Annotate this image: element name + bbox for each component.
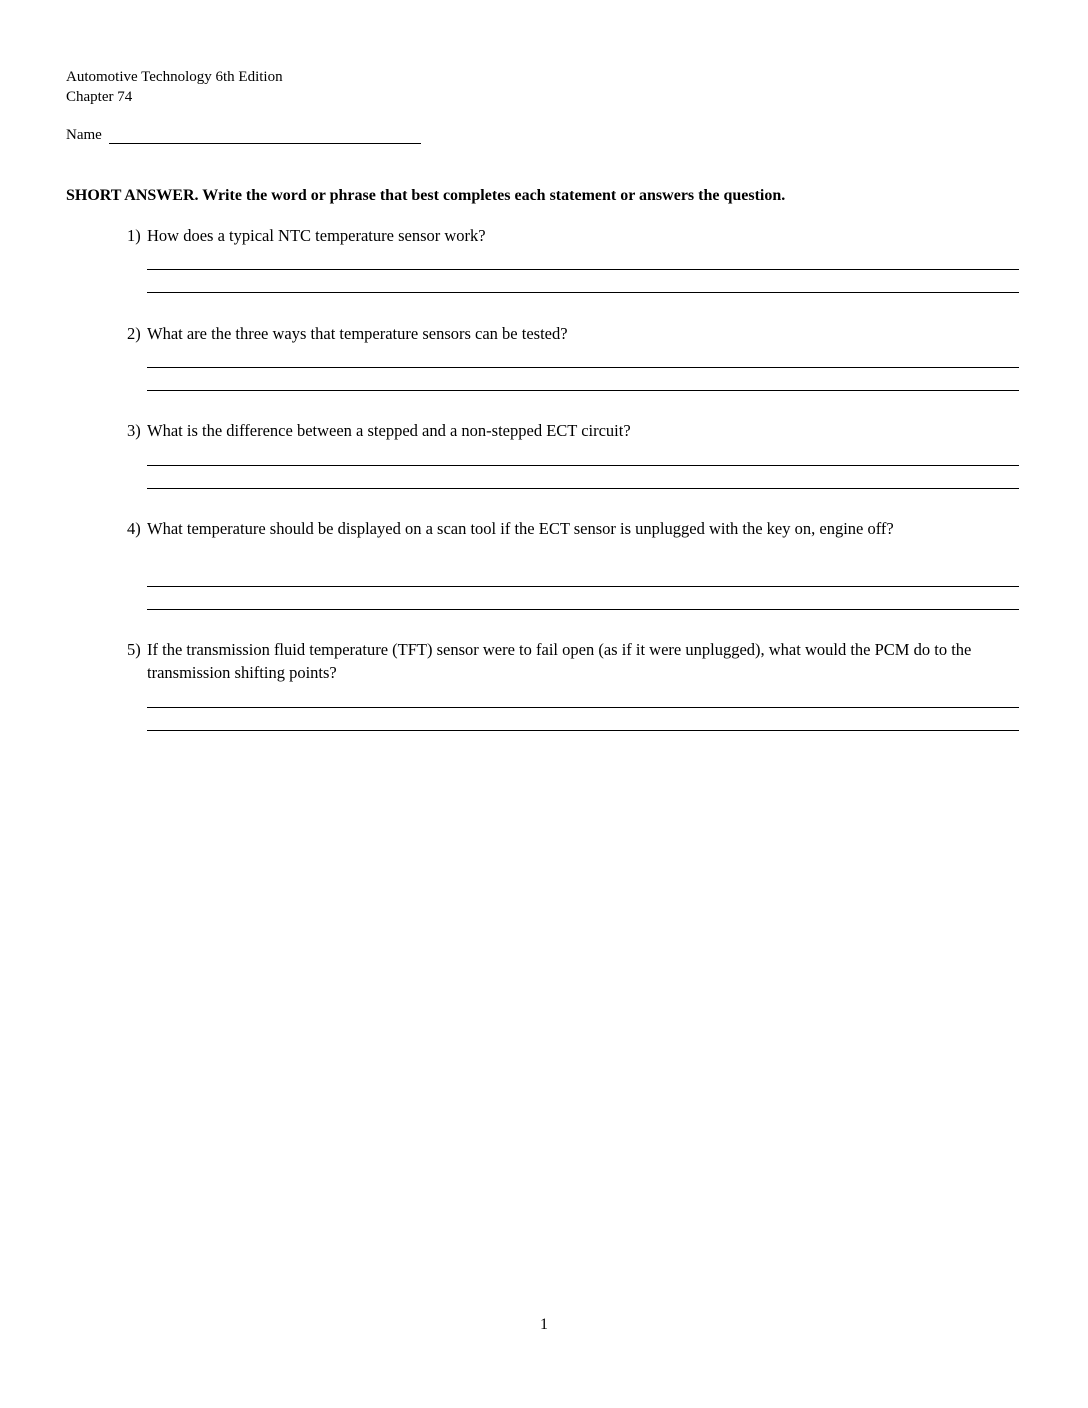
question-number: 4) [127, 519, 141, 538]
answer-line-3b[interactable] [147, 488, 1019, 489]
answer-line-5b[interactable] [147, 730, 1019, 731]
book-title: Automotive Technology 6th Edition [66, 69, 283, 85]
question-4 [127, 517, 1022, 540]
answer-line-5a[interactable] [147, 707, 1019, 708]
question-2 [127, 322, 1022, 345]
question-number: 5) [127, 640, 141, 659]
chapter-label: Chapter 74 [66, 89, 133, 105]
answer-line-1b[interactable] [147, 292, 1019, 293]
question-number: 3) [127, 421, 141, 440]
question-text: What is the difference between a stepped and a non-stepped ECT circuit? [147, 421, 631, 440]
question-3 [127, 419, 1022, 442]
question-number: 1) [127, 226, 141, 245]
answer-line-4b[interactable] [147, 609, 1019, 610]
answer-line-4a[interactable] [147, 586, 1019, 587]
question-text: What temperature should be displayed on a scan tool if the ECT sensor is unplugged with the key on, engine off? [147, 519, 894, 538]
question-text: If the transmission fluid temperature (TFT) sensor were to fail open (as if it were unplugged), what would the PCM do to the transmission shifting points? [147, 640, 972, 682]
page-number: 1 [540, 1316, 548, 1333]
question-5 [127, 638, 1022, 684]
answer-line-2b[interactable] [147, 390, 1019, 391]
question-number: 2) [127, 324, 141, 343]
question-text: How does a typical NTC temperature sensor work? [147, 226, 486, 245]
name-blank-line[interactable] [109, 143, 421, 144]
question-1 [127, 224, 1022, 247]
answer-line-1a[interactable] [147, 269, 1019, 270]
question-text: What are the three ways that temperature sensors can be tested? [147, 324, 568, 343]
answer-line-3a[interactable] [147, 465, 1019, 466]
name-field-row [66, 125, 102, 145]
answer-line-2a[interactable] [147, 367, 1019, 368]
section-instructions: SHORT ANSWER. Write the word or phrase that best completes each statement or answers the question. [66, 187, 786, 204]
name-label: Name [66, 127, 102, 143]
